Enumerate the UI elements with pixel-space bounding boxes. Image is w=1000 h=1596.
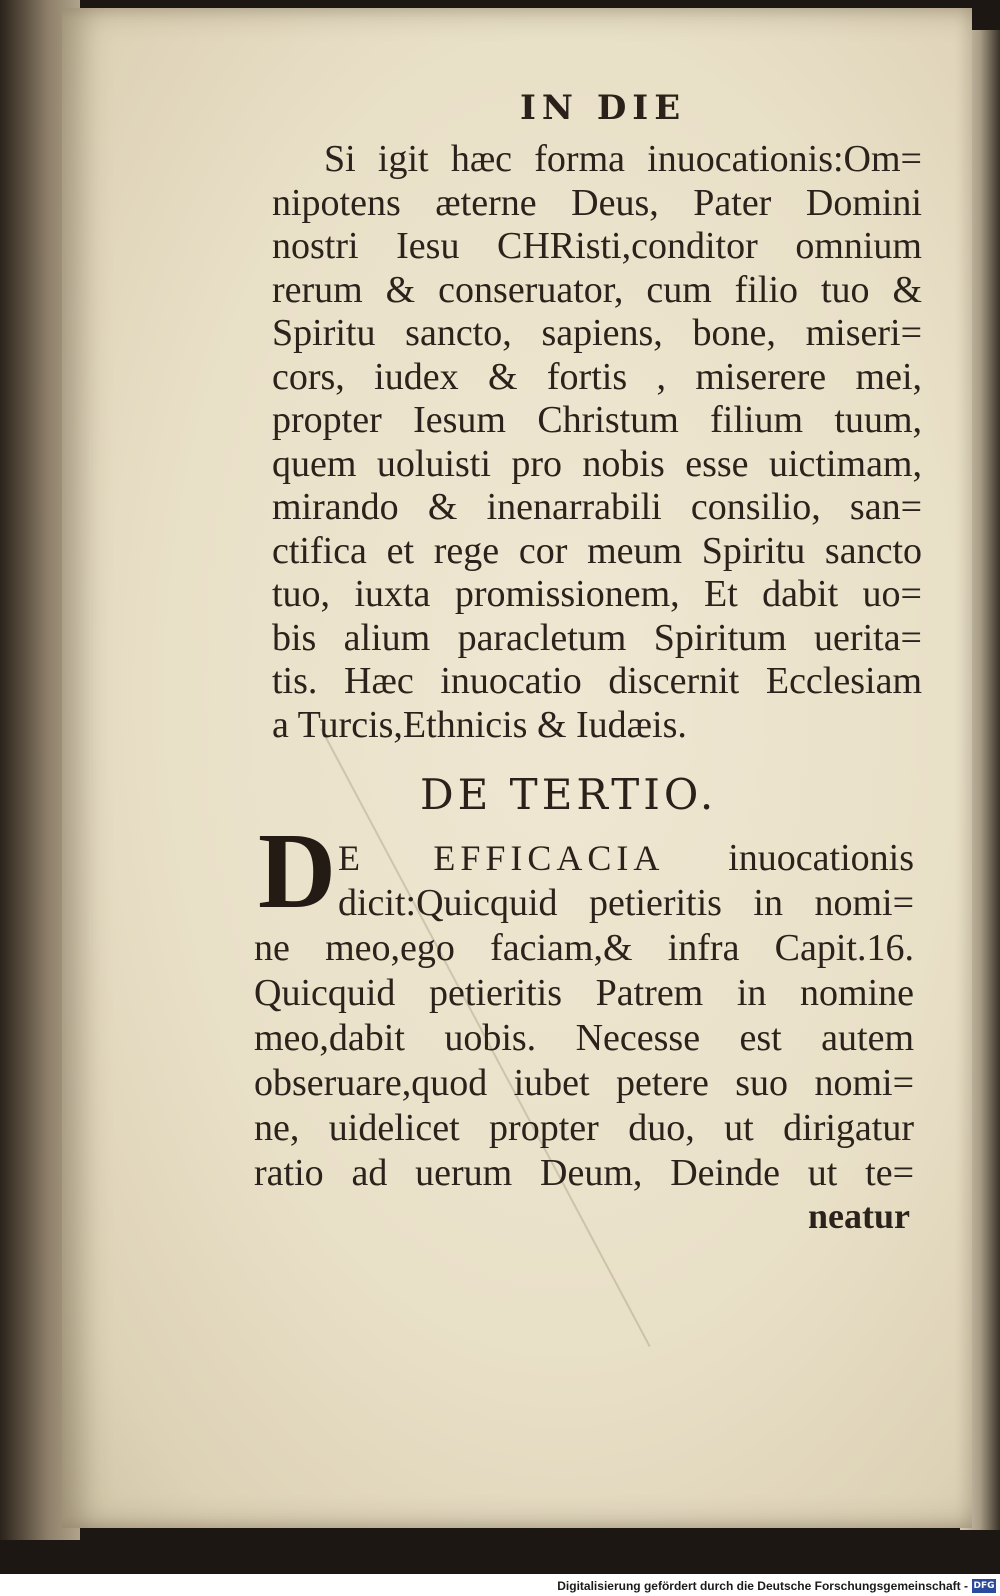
text-line: ne meo,ego faciam,& infra Capit.16. [254, 927, 914, 969]
text-line: nostri Iesu CHRisti,conditor omnium [272, 225, 922, 267]
text-line: meo,dabit uobis. Necesse est autem [254, 1017, 914, 1059]
text-line: a Turcis,Ethnicis & Iudæis. [272, 703, 687, 746]
text-fragment: inuocationis [664, 837, 914, 879]
section-heading: DE TERTIO. [420, 770, 718, 819]
text-line [254, 836, 914, 881]
text-line: tis. Hæc inuocatio discernit Ecclesiam [272, 660, 922, 702]
drop-cap-initial: D [258, 812, 336, 931]
text-line: Si igit hæc forma inuocationis:Om= [324, 138, 922, 180]
text-line: quem uoluisti pro nobis esse uictimam, [272, 442, 922, 485]
text-line: cors, iudex & fortis , miserere mei, [272, 355, 922, 398]
text-line: mirando & inenarrabili consilio, san= [272, 486, 922, 528]
paragraph-invocation [272, 138, 922, 747]
small-caps-opening: E EFFICACIA [338, 838, 665, 878]
catchword: neatur [808, 1196, 910, 1236]
text-line: propter Iesum Christum filium tuum, [272, 399, 922, 441]
text-line: rerum & conseruator, cum filio tuo & [272, 268, 922, 311]
text-line: ctifica et rege cor meum Spiritu sancto [272, 529, 922, 572]
text-line: tuo, iuxta promissionem, Et dabit uo= [272, 573, 922, 615]
paragraph-efficacy [254, 836, 914, 1196]
text-line: dicit:Quicquid petieritis in nomi= [338, 882, 914, 924]
digitization-footer [0, 1574, 1000, 1596]
text-line: Spiritu sancto, sapiens, bone, miseri= [272, 312, 922, 354]
dfg-logo-icon: DFG [973, 1581, 995, 1591]
text-line: nipotens æterne Deus, Pater Domini [272, 181, 922, 224]
text-line: ratio ad uerum Deum, Deinde ut te= [254, 1152, 914, 1194]
text-line: Quicquid petieritis Patrem in nomine [254, 972, 914, 1014]
text-line: ne, uidelicet propter duo, ut dirigatur [254, 1107, 914, 1149]
funding-credit: Digitalisierung gefördert durch die Deutsche Forschungsgemeinschaft - [557, 1579, 968, 1593]
text-line: bis alium paracletum Spiritum ueritа= [272, 616, 922, 659]
text-line: obseruare,quod iubet petere suo nomi= [254, 1062, 914, 1104]
running-head: IN DIE [520, 88, 687, 128]
